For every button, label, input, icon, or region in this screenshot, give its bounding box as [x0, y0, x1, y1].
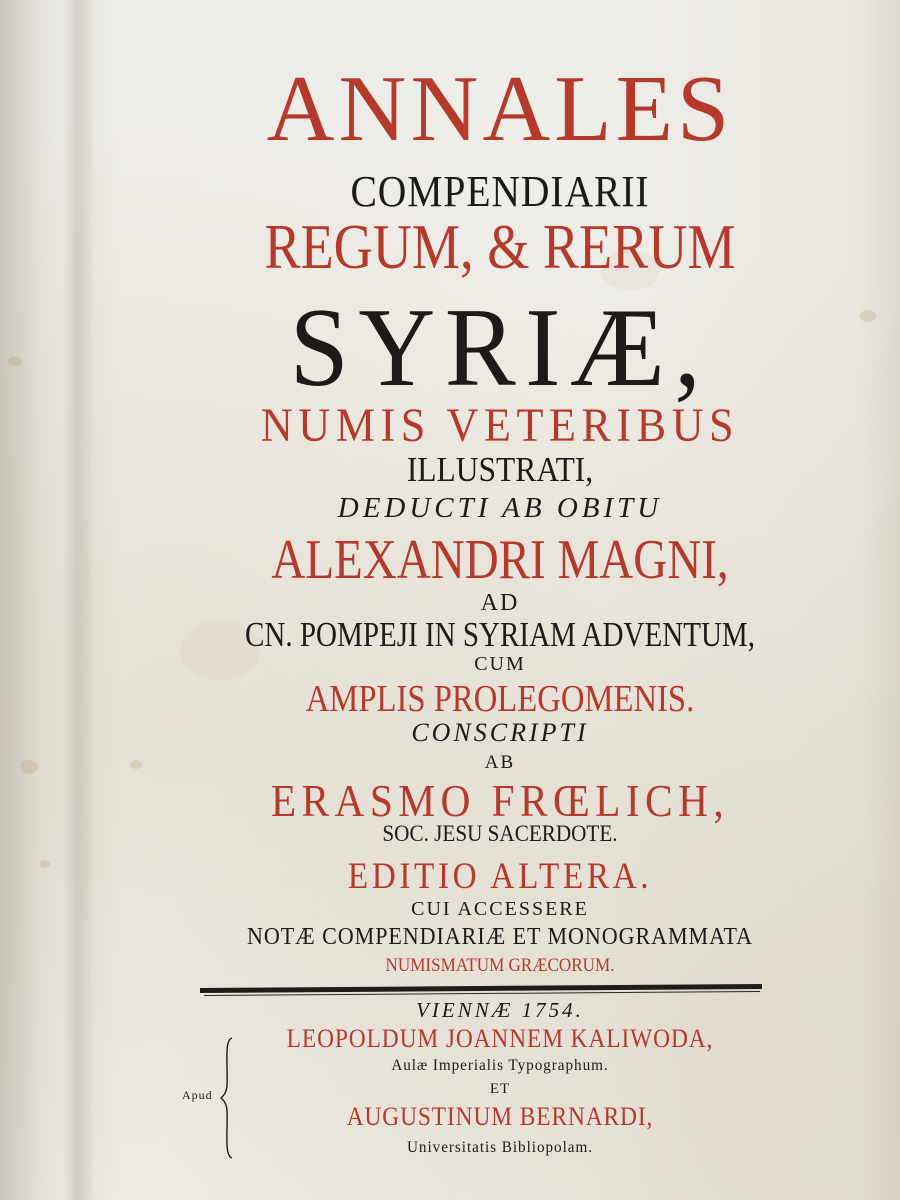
notae-compendiariae: NOTÆ COMPENDIARIÆ ET MONOGRAMMATA — [246, 924, 753, 950]
cui-accessere: CUI ACCESSERE — [411, 898, 589, 920]
title-deducti: DEDUCTI AB OBITU — [337, 492, 663, 524]
title-syriae: SYRIÆ, — [289, 286, 711, 410]
title-ad: AD — [480, 590, 520, 616]
title-conscripti: CONSCRIPTI — [411, 718, 589, 747]
author-title: SOC. JESU SACERDOTE. — [382, 821, 618, 846]
author-name: ERASMO FRŒLICH, — [270, 775, 730, 826]
title-ab: AB — [484, 752, 516, 773]
binding-gutter — [62, 0, 92, 1200]
title-regum-rerum: REGUM, & RERUM — [264, 212, 736, 282]
foxing-stain — [20, 760, 38, 774]
title-pompeji: CN. POMPEJI IN SYRIAM ADVENTUM, — [244, 615, 756, 654]
imprint-et: ET — [489, 1081, 511, 1097]
curly-brace-icon — [220, 1036, 234, 1160]
title-annales: ANNALES — [266, 57, 734, 161]
foxing-stain — [40, 860, 50, 868]
numismatum-graecorum: NUMISMATUM GRÆCORUM. — [385, 955, 615, 976]
title-compendiarii: COMPENDIARII — [350, 167, 650, 216]
title-cum: CUM — [474, 653, 526, 675]
edition-statement: EDITIO ALTERA. — [347, 856, 653, 897]
imprint-place-year: VIENNÆ 1754. — [416, 998, 584, 1022]
imprint-bookseller-title: Universitatis Bibliopolam. — [407, 1139, 593, 1156]
title-page — [110, 0, 890, 1200]
title-amplis-prolegomenis: AMPLIS PROLEGOMENIS. — [305, 678, 695, 720]
imprint-apud: Apud — [182, 1088, 213, 1102]
title-illustrati: ILLUSTRATI, — [406, 450, 594, 489]
imprint-printer-title: Aulæ Imperialis Typographum. — [391, 1057, 609, 1074]
imprint-bookseller: AUGUSTINUM BERNARDI, — [346, 1102, 654, 1131]
title-alexandri-magni: ALEXANDRI MAGNI, — [271, 529, 729, 591]
foxing-stain — [8, 356, 22, 366]
imprint-printer: LEOPOLDUM JOANNEM KALIWODA, — [286, 1024, 714, 1053]
title-numis-veteribus: NUMIS VETERIBUS — [260, 399, 740, 452]
